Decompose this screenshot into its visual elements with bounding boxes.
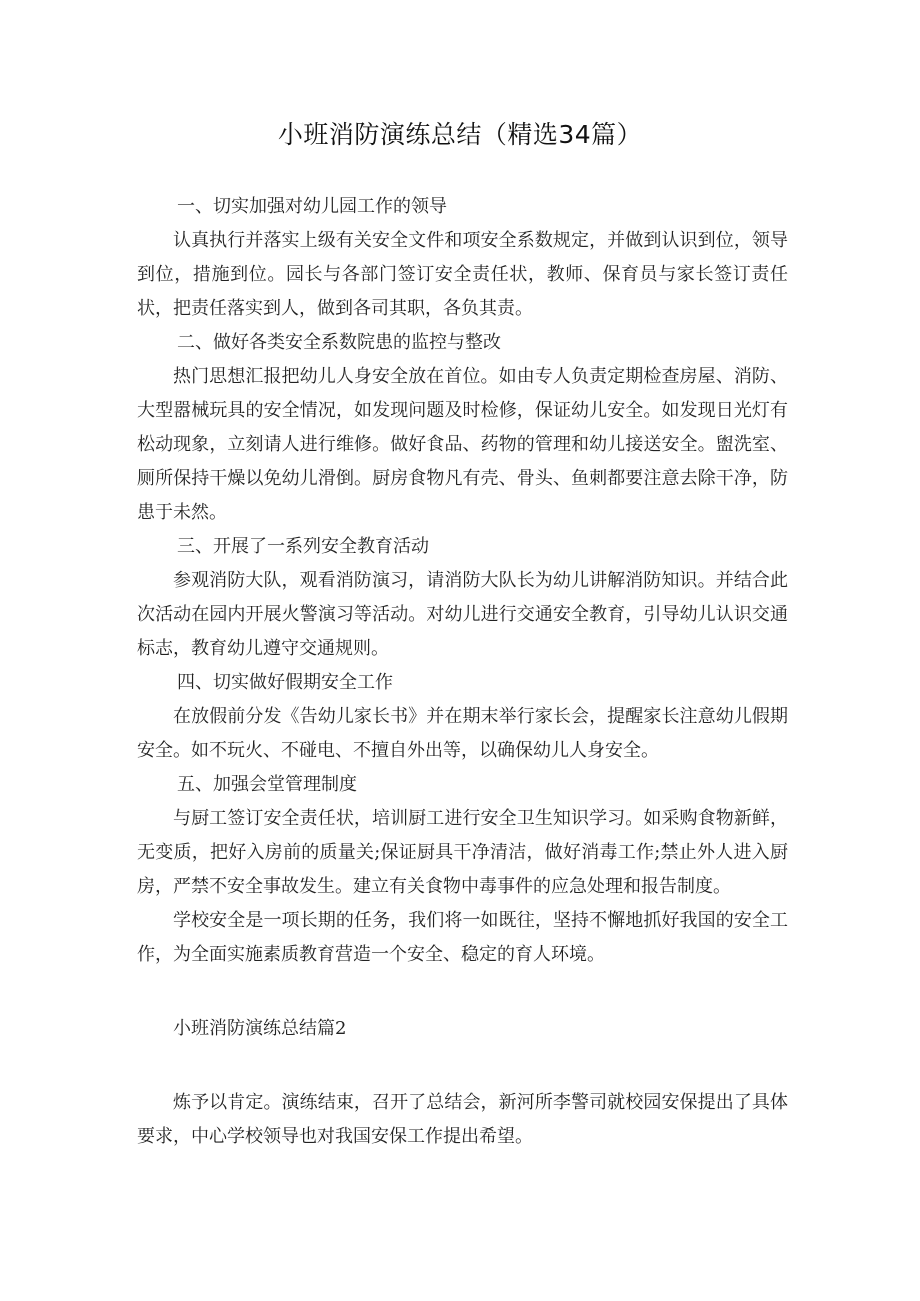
document-body (137, 190, 788, 1154)
section-heading-4: 四、切实做好假期安全工作 (177, 672, 393, 693)
article-2-paragraph: 炼予以肯定。演练结束，召开了总结会，新河所李警司就校园安保提出了具体要求，中心学校领导也对我国安保工作提出希望。 (137, 1092, 788, 1147)
section-heading-3: 三、开展了一系列安全教育活动 (177, 536, 429, 557)
section-heading-2: 二、做好各类安全系数院患的监控与整改 (177, 332, 501, 353)
article-2-title: 小班消防演练总结篇2 (173, 1018, 347, 1039)
document-title: 小班消防演练总结（精选34篇） (277, 120, 643, 149)
section-paragraph-3: 参观消防大队，观看消防演习，请消防大队长为幼儿讲解消防知识。并结合此次活动在园内开展火警演习等活动。对幼儿进行交通安全教育，引导幼儿认识交通标志，教育幼儿遵守交通规则。 (137, 570, 788, 659)
section-paragraph-4: 在放假前分发《告幼儿家长书》并在期末举行家长会，提醒家长注意幼儿假期安全。如不玩火、不碰电、不擅自外出等，以确保幼儿人身安全。 (137, 706, 788, 761)
section-heading-5: 五、加强会堂管理制度 (177, 774, 357, 795)
section-heading-1: 一、切实加强对幼儿园工作的领导 (177, 196, 447, 217)
closing-paragraph: 学校安全是一项长期的任务，我们将一如既往，坚持不懈地抓好我国的安全工作，为全面实施素质教育营造一个安全、稳定的育人环境。 (137, 910, 788, 965)
section-paragraph-5: 与厨工签订安全责任状，培训厨工进行安全卫生知识学习。如采购食物新鲜，无变质，把好入房前的质量关;保证厨具干净清洁，做好消毒工作;禁止外人进入厨房，严禁不安全事故发生。建立有关食物中毒事件的应急处理和报告制度。 (137, 808, 788, 897)
section-paragraph-1: 认真执行并落实上级有关安全文件和项安全系数规定，并做到认识到位，领导到位，措施到位。园长与各部门签订安全责任状，教师、保育员与家长签订责任状，把责任落实到人，做到各司其职，各负其责。 (137, 230, 788, 319)
section-paragraph-2: 热门思想汇报把幼儿人身安全放在首位。如由专人负责定期检查房屋、消防、大型嚣械玩具的安全情况，如发现问题及时检修，保证幼儿安全。如发现日光灯有松动现象，立刻请人进行维修。做好食品、药物的管理和幼儿接送安全。盥洗室、厕所保持干燥以免幼儿滑倒。厨房食物凡有壳、骨头、鱼刺都要注意去除干净，防患于未然。 (137, 366, 788, 523)
